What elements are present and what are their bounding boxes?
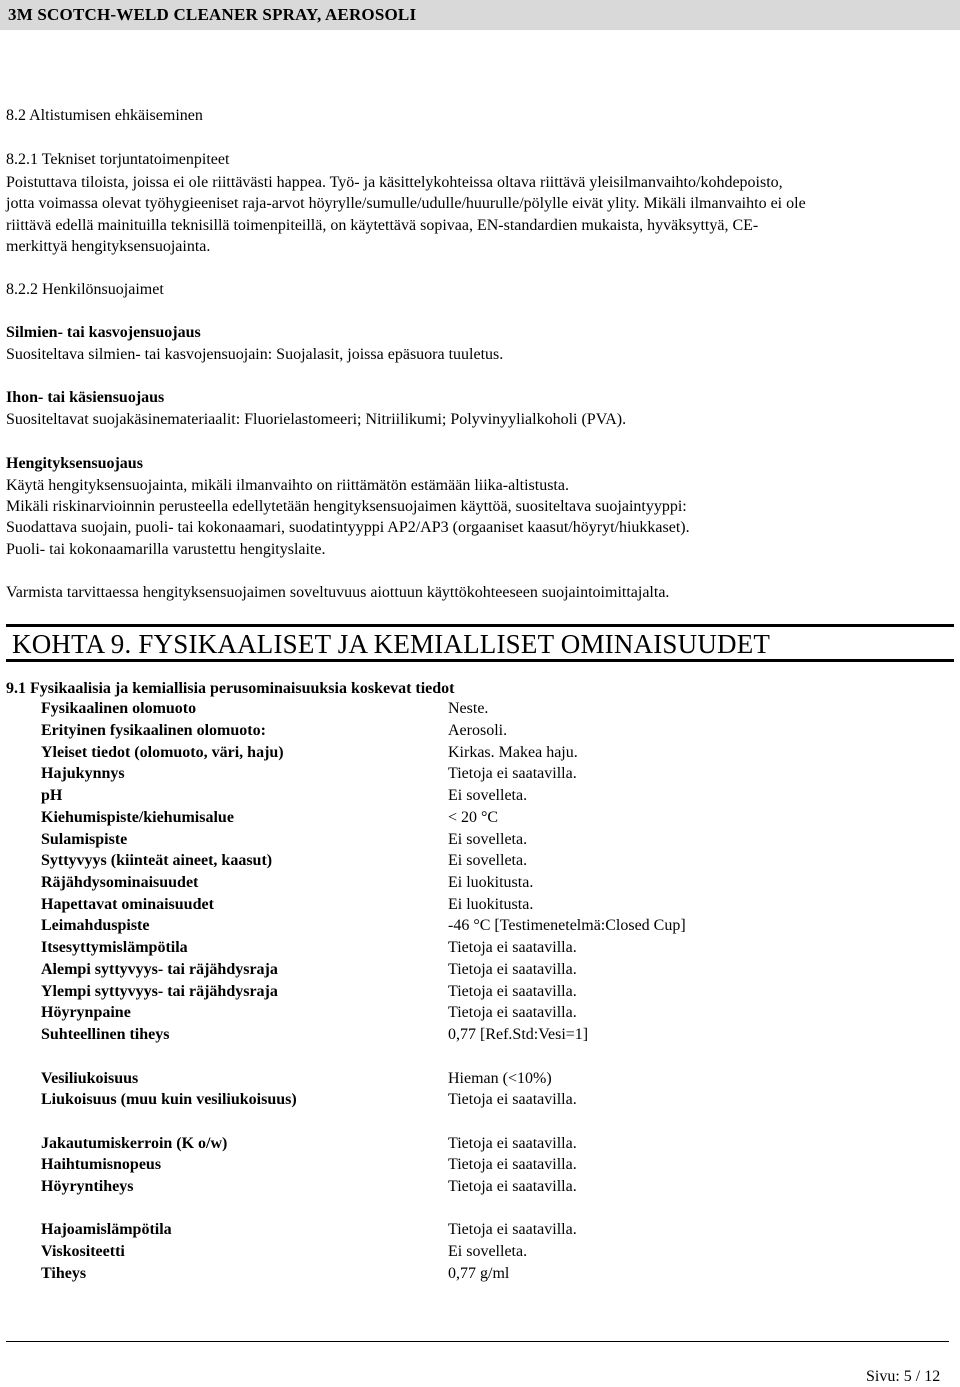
technical-measures-line: Poistuttava tiloista, joissa ei ole riittävästi happea. Työ- ja käsittelykohteissa oltava riittävä yleisilmanvaihto/kohdepoisto, [6, 174, 783, 191]
property-label: Suhteellinen tiheys [41, 1026, 170, 1043]
property-row [41, 939, 781, 961]
respirator-verify-text: Varmista tarvittaessa hengityksensuojaimen soveltuvuus aiottuun käyttökohteeseen suojaintoimittajalta. [6, 584, 670, 601]
property-value: Tietoja ei saatavilla. [448, 961, 577, 978]
property-row [41, 1178, 781, 1200]
property-row [41, 983, 781, 1005]
property-label: Jakautumiskerroin (K o/w) [41, 1135, 228, 1152]
property-value: Hieman (<10%) [448, 1070, 552, 1087]
property-value: 0,77 g/ml [448, 1265, 510, 1282]
property-label: Itsesyttymislämpötila [41, 939, 188, 956]
property-label: Hapettavat ominaisuudet [41, 896, 214, 913]
property-label: Tiheys [41, 1265, 87, 1282]
section-9-banner [6, 624, 954, 662]
respiratory-protection-line: Suodattava suojain, puoli- tai kokonaamari, suodatintyyppi AP2/AP3 (orgaaniset kaasut/höyryt/hiukkaset). [6, 519, 690, 536]
technical-measures-line: jotta voimassa olevat työhygieeniset raja-arvot höyrylle/sumulle/udulle/huurulle/pölylle eivät ylity. Mikäli ilmanvaihto ei ole [6, 195, 806, 212]
property-row [41, 1265, 781, 1287]
property-row [41, 744, 781, 766]
property-row [41, 1243, 781, 1265]
property-label: Räjähdysominaisuudet [41, 874, 199, 891]
property-row [41, 1156, 781, 1178]
respiratory-protection-line: Käytä hengityksensuojainta, mikäli ilmanvaihto on riittämätön estämään liika-altistusta. [6, 477, 569, 494]
technical-measures-line: merkittyä hengityksensuojainta. [6, 238, 211, 255]
property-label: Yleiset tiedot (olomuoto, väri, haju) [41, 744, 284, 761]
property-row [41, 1135, 781, 1157]
property-label: Viskositeetti [41, 1243, 125, 1260]
property-value: Ei luokitusta. [448, 896, 534, 913]
property-label: Hajoamislämpötila [41, 1221, 172, 1238]
property-row [41, 1091, 781, 1113]
section-9-1-heading: 9.1 Fysikaalisia ja kemiallisia perusominaisuuksia koskevat tiedot [6, 680, 455, 697]
respiratory-protection-line: Puoli- tai kokonaamarilla varustettu hengityslaite. [6, 541, 326, 558]
property-label: Sulamispiste [41, 831, 128, 848]
property-row [41, 831, 781, 853]
property-label: Ylempi syttyvyys- tai räjähdysraja [41, 983, 278, 1000]
page-number: Sivu: 5 / 12 [866, 1368, 941, 1385]
respiratory-protection-line: Mikäli riskinarvioinnin perusteella edellytetään hengityksensuojaimen käyttöä, suositeltava suojaintyyppi: [6, 498, 687, 515]
property-value: Tietoja ei saatavilla. [448, 1004, 577, 1021]
footer-divider [6, 1341, 949, 1342]
property-row [41, 809, 781, 831]
property-value: Tietoja ei saatavilla. [448, 939, 577, 956]
property-value: Tietoja ei saatavilla. [448, 1221, 577, 1238]
eye-protection-heading: Silmien- tai kasvojensuojaus [6, 324, 201, 341]
property-row [41, 700, 781, 722]
property-value: Ei luokitusta. [448, 874, 534, 891]
property-value: Neste. [448, 700, 489, 717]
property-row [41, 1221, 781, 1243]
property-row [41, 722, 781, 744]
property-label: Fysikaalinen olomuoto [41, 700, 197, 717]
property-label: Syttyvyys (kiinteät aineet, kaasut) [41, 852, 273, 869]
property-row [41, 1070, 781, 1092]
property-row [41, 874, 781, 896]
skin-protection-text: Suositeltavat suojakäsinemateriaalit: Fluorielastomeeri; Nitriilikumi; Polyvinyylialkoholi (PVA). [6, 411, 627, 428]
property-value: Tietoja ei saatavilla. [448, 765, 577, 782]
property-label: Alempi syttyvyys- tai räjähdysraja [41, 961, 278, 978]
property-row [41, 765, 781, 787]
section-8-2-heading: 8.2 Altistumisen ehkäiseminen [6, 107, 203, 124]
property-row [41, 917, 781, 939]
technical-measures-line: riittävä edellä mainituilla teknisillä toimenpiteillä, on käytettävä sopivaa, EN-standardien mukaista, hyväksyttyä, CE- [6, 217, 759, 234]
skin-protection-heading: Ihon- tai käsiensuojaus [6, 389, 165, 406]
property-value: Ei sovelleta. [448, 852, 528, 869]
property-label: Leimahduspiste [41, 917, 150, 934]
property-row [41, 787, 781, 809]
document-header [0, 0, 960, 30]
respiratory-protection-heading: Hengityksensuojaus [6, 455, 143, 472]
property-value: Ei sovelleta. [448, 1243, 528, 1260]
property-value: 0,77 [Ref.Std:Vesi=1] [448, 1026, 589, 1043]
property-label: Hajukynnys [41, 765, 125, 782]
property-value: Ei sovelleta. [448, 787, 528, 804]
property-row [41, 852, 781, 874]
property-value: Ei sovelleta. [448, 831, 528, 848]
property-label: Kiehumispiste/kiehumisalue [41, 809, 234, 826]
eye-protection-text: Suositeltava silmien- tai kasvojensuojain: Suojalasit, joissa epäsuora tuuletus. [6, 346, 504, 363]
property-label: Höyrynpaine [41, 1004, 131, 1021]
property-label: Haihtumisnopeus [41, 1156, 162, 1173]
product-title: 3M SCOTCH-WELD CLEANER SPRAY, AEROSOLI [8, 5, 417, 24]
property-value: Kirkas. Makea haju. [448, 744, 578, 761]
section-9-title: KOHTA 9. FYSIKAALISET JA KEMIALLISET OMINAISUUDET [12, 629, 771, 659]
property-label: Höyryntiheys [41, 1178, 134, 1195]
property-row [41, 896, 781, 918]
section-8-2-1-heading: 8.2.1 Tekniset torjuntatoimenpiteet [6, 151, 230, 168]
property-label: Liukoisuus (muu kuin vesiliukoisuus) [41, 1091, 297, 1108]
property-label: pH [41, 787, 63, 804]
property-label: Erityinen fysikaalinen olomuoto: [41, 722, 266, 739]
property-row [41, 1004, 781, 1026]
property-row [41, 1026, 781, 1048]
property-value: Tietoja ei saatavilla. [448, 1135, 577, 1152]
property-value: Tietoja ei saatavilla. [448, 983, 577, 1000]
property-value: < 20 °C [448, 809, 499, 826]
property-value: Tietoja ei saatavilla. [448, 1178, 577, 1195]
property-value: -46 °C [Testimenetelmä:Closed Cup] [448, 917, 686, 934]
property-value: Tietoja ei saatavilla. [448, 1091, 577, 1108]
property-value: Tietoja ei saatavilla. [448, 1156, 577, 1173]
property-label: Vesiliukoisuus [41, 1070, 139, 1087]
property-value: Aerosoli. [448, 722, 508, 739]
section-8-2-2-heading: 8.2.2 Henkilönsuojaimet [6, 281, 164, 298]
property-row [41, 961, 781, 983]
